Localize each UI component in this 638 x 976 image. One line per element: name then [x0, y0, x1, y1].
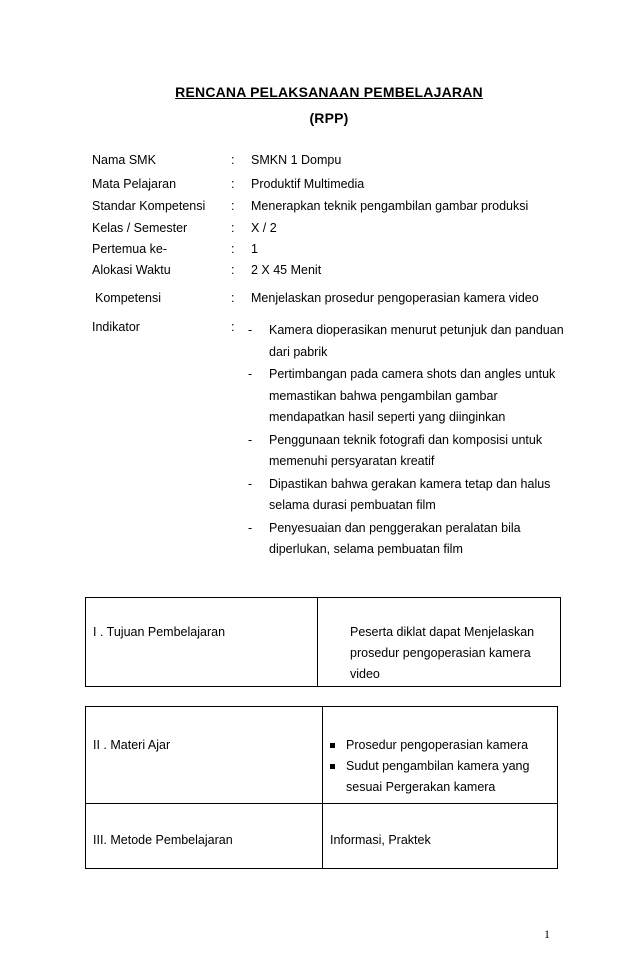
info-label: Indikator — [92, 320, 140, 334]
info-value: SMKN 1 Dompu — [251, 153, 342, 167]
info-row-mata-pelajaran — [92, 177, 572, 195]
dash-bullet: - — [248, 323, 253, 337]
materi-label-cell — [86, 707, 323, 804]
page-number: 1 — [544, 927, 550, 941]
materi-list — [323, 707, 557, 798]
info-row-nama-smk — [92, 153, 572, 171]
indikator-item — [248, 430, 568, 473]
materi-value-cell — [323, 707, 558, 804]
info-colon: : — [231, 291, 235, 305]
materi-item — [326, 735, 545, 756]
info-colon: : — [231, 263, 235, 277]
info-label: Alokasi Waktu — [92, 263, 171, 277]
info-label: Kelas / Semester — [92, 221, 188, 235]
indikator-text: Pertimbangan pada camera shots dan angles untuk memastikan bahwa pengambilan gambar mendapatkan hasil seperti yang diinginkan — [269, 367, 556, 424]
info-row-standar-kompetensi — [92, 199, 572, 217]
dash-bullet: - — [248, 432, 253, 447]
indikator-item — [248, 364, 568, 429]
dash-bullet: - — [248, 476, 253, 491]
info-label: Mata Pelajaran — [92, 177, 177, 191]
info-colon: : — [231, 320, 235, 334]
document-subtitle: (RPP) — [309, 110, 349, 126]
dash-bullet: - — [248, 520, 253, 535]
info-row-pertemuan — [92, 242, 572, 260]
indikator-text: Dipastikan bahwa gerakan kamera tetap dan halus selama durasi pembuatan film — [269, 476, 551, 512]
info-value: Produktif Multimedia — [251, 177, 365, 191]
info-label: Pertemua ke- — [92, 242, 168, 256]
info-colon: : — [231, 242, 235, 256]
info-value: 1 — [251, 242, 258, 256]
materi-label: II . Materi Ajar — [93, 738, 171, 752]
info-label: Kompetensi — [95, 291, 162, 305]
indikator-text: Kamera dioperasikan menurut petunjuk dan panduan dari pabrik — [269, 323, 564, 359]
tujuan-label-cell — [86, 598, 318, 687]
indikator-text: Penyesuaian dan penggerakan peralatan bila diperlukan, selama pembuatan film — [269, 520, 521, 556]
tujuan-label: I . Tujuan Pembelajaran — [93, 625, 226, 639]
info-value: 2 X 45 Menit — [251, 263, 322, 277]
info-label: Nama SMK — [92, 153, 156, 167]
info-colon: : — [231, 221, 235, 235]
tujuan-value-cell — [318, 598, 561, 687]
tujuan-value: Peserta diklat dapat Menjelaskan prosedur pengoperasian kamera video — [350, 625, 535, 681]
info-colon: : — [231, 199, 235, 213]
info-colon: : — [231, 177, 235, 191]
info-row-kompetensi — [92, 291, 572, 309]
indikator-item — [248, 518, 568, 561]
materi-item-text: Sudut pengambilan kamera yang sesuai Pergerakan kamera — [346, 759, 530, 794]
tujuan-table — [85, 597, 561, 687]
document-title: RENCANA PELAKSANAAN PEMBELAJARAN — [175, 84, 483, 100]
materi-metode-table — [85, 706, 558, 869]
info-value: X / 2 — [251, 221, 277, 235]
info-row-kelas-semester — [92, 221, 572, 239]
indikator-item — [248, 474, 568, 517]
metode-label-cell — [86, 804, 323, 869]
materi-item — [326, 756, 545, 798]
square-bullet-icon — [330, 743, 335, 748]
indikator-item — [248, 320, 568, 363]
info-colon: : — [231, 153, 235, 167]
metode-value-cell — [323, 804, 558, 869]
info-row-alokasi-waktu — [92, 263, 572, 281]
materi-item-text: Prosedur pengoperasian kamera — [346, 738, 529, 752]
dash-bullet: - — [248, 367, 253, 381]
square-bullet-icon — [330, 764, 335, 769]
info-value: Menjelaskan prosedur pengoperasian kamera video — [251, 291, 539, 305]
metode-value: Informasi, Praktek — [330, 833, 431, 847]
metode-label: III. Metode Pembelajaran — [93, 833, 233, 847]
indikator-list — [248, 320, 568, 562]
info-value: Menerapkan teknik pengambilan gambar produksi — [251, 199, 529, 213]
indikator-text: Penggunaan teknik fotografi dan komposisi untuk memenuhi persyaratan kreatif — [269, 432, 543, 468]
info-label: Standar Kompetensi — [92, 199, 206, 213]
